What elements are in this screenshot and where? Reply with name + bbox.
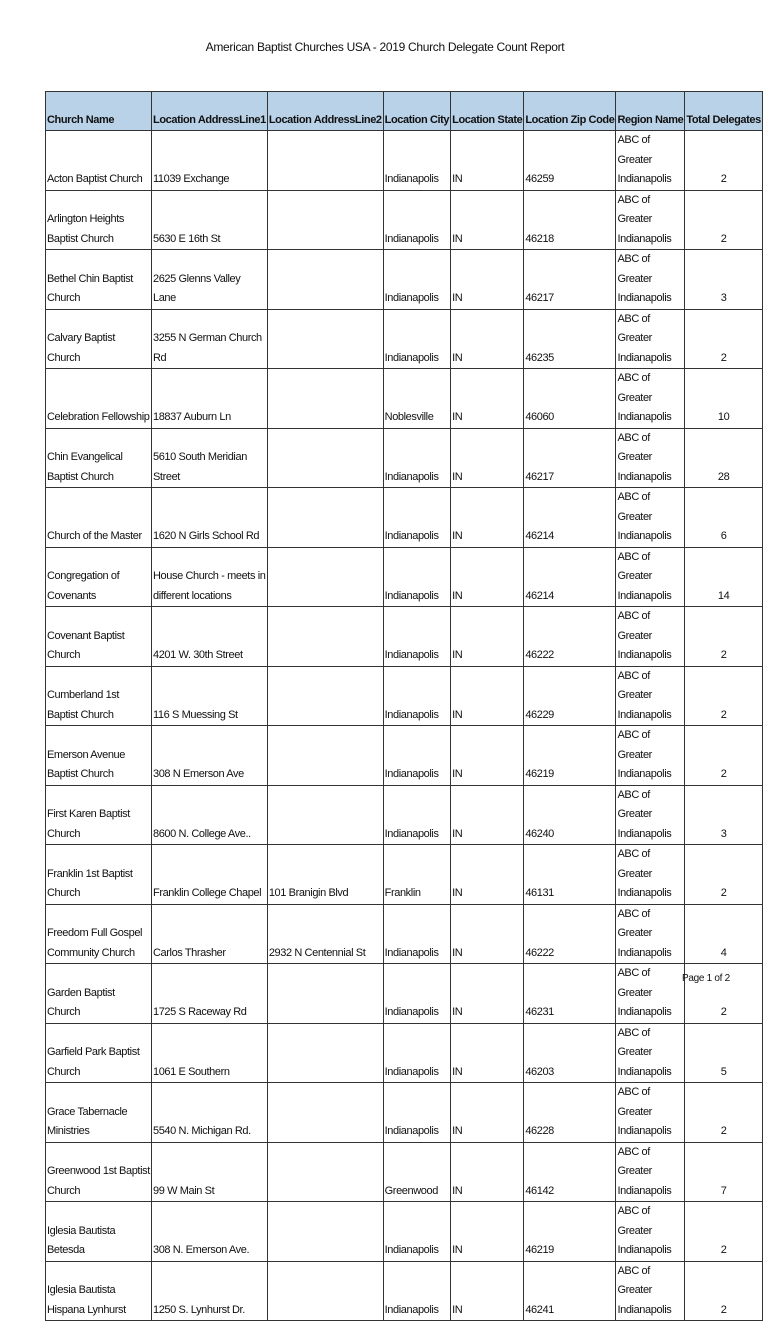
cell-address-line1: House Church - meets in different locations	[152, 547, 268, 607]
cell-address-line1: 18837 Auburn Ln	[152, 369, 268, 429]
cell-address-line2: 2932 N Centennial St	[267, 904, 383, 964]
cell-city: Noblesville	[383, 369, 450, 429]
cell-region-name: ABC of Greater Indianapolis	[616, 964, 685, 1024]
cell-address-line1: 5540 N. Michigan Rd.	[152, 1083, 268, 1143]
cell-address-line2	[267, 607, 383, 667]
cell-city: Indianapolis	[383, 190, 450, 250]
table-row	[46, 964, 763, 1024]
cell-city: Indianapolis	[383, 1202, 450, 1262]
cell-address-line1: 99 W Main St	[152, 1142, 268, 1202]
cell-address-line2	[267, 369, 383, 429]
cell-church-name: Grace Tabernacle Ministries	[46, 1083, 152, 1143]
cell-address-line1: 11039 Exchange	[152, 131, 268, 191]
cell-address-line2	[267, 190, 383, 250]
cell-church-name: Acton Baptist Church	[46, 131, 152, 191]
cell-church-name: Congregation of Covenants	[46, 547, 152, 607]
cell-address-line2	[267, 726, 383, 786]
cell-city: Indianapolis	[383, 607, 450, 667]
cell-church-name: Franklin 1st Baptist Church	[46, 845, 152, 905]
table-row	[46, 785, 763, 845]
cell-address-line2	[267, 250, 383, 310]
column-header-church-name: Church Name	[46, 92, 152, 131]
table-body	[46, 131, 763, 1321]
table-row	[46, 1023, 763, 1083]
cell-total-delegates: 2	[685, 845, 763, 905]
cell-total-delegates: 14	[685, 547, 763, 607]
cell-total-delegates: 2	[685, 726, 763, 786]
cell-state: IN	[451, 369, 524, 429]
cell-region-name: ABC of Greater Indianapolis	[616, 369, 685, 429]
cell-church-name: Arlington Heights Baptist Church	[46, 190, 152, 250]
cell-church-name: Chin Evangelical Baptist Church	[46, 428, 152, 488]
cell-address-line1: 3255 N German Church Rd	[152, 309, 268, 369]
cell-address-line1: 308 N Emerson Ave	[152, 726, 268, 786]
cell-city: Indianapolis	[383, 131, 450, 191]
table-row	[46, 1142, 763, 1202]
column-header-city: Location City	[383, 92, 450, 131]
cell-city: Indianapolis	[383, 488, 450, 548]
cell-address-line2	[267, 964, 383, 1024]
cell-total-delegates: 2	[685, 1083, 763, 1143]
cell-city: Indianapolis	[383, 1261, 450, 1321]
cell-total-delegates: 2	[685, 607, 763, 667]
table-row	[46, 369, 763, 429]
cell-total-delegates: 3	[685, 785, 763, 845]
cell-city: Indianapolis	[383, 785, 450, 845]
cell-church-name: Garfield Park Baptist Church	[46, 1023, 152, 1083]
cell-address-line2	[267, 1142, 383, 1202]
cell-total-delegates: 10	[685, 369, 763, 429]
cell-church-name: Greenwood 1st Baptist Church	[46, 1142, 152, 1202]
cell-state: IN	[451, 190, 524, 250]
column-header-state: Location State	[451, 92, 524, 131]
table-header-row	[46, 92, 763, 131]
cell-zip-code: 46142	[524, 1142, 616, 1202]
table-row	[46, 131, 763, 191]
table-row	[46, 547, 763, 607]
cell-address-line1: 1061 E Southern	[152, 1023, 268, 1083]
cell-church-name: Cumberland 1st Baptist Church	[46, 666, 152, 726]
cell-church-name: Iglesia Bautista Betesda	[46, 1202, 152, 1262]
cell-state: IN	[451, 428, 524, 488]
table-row	[46, 1202, 763, 1262]
cell-address-line2	[267, 666, 383, 726]
cell-city: Indianapolis	[383, 666, 450, 726]
cell-church-name: Garden Baptist Church	[46, 964, 152, 1024]
cell-state: IN	[451, 250, 524, 310]
cell-total-delegates: 2	[685, 1202, 763, 1262]
cell-address-line1: 8600 N. College Ave..	[152, 785, 268, 845]
column-header-address-line2: Location AddressLine2	[267, 92, 383, 131]
cell-address-line1: 1620 N Girls School Rd	[152, 488, 268, 548]
cell-church-name: Covenant Baptist Church	[46, 607, 152, 667]
cell-state: IN	[451, 1202, 524, 1262]
cell-region-name: ABC of Greater Indianapolis	[616, 904, 685, 964]
table-row	[46, 309, 763, 369]
table-row	[46, 726, 763, 786]
cell-state: IN	[451, 131, 524, 191]
cell-address-line1: 5610 South Meridian Street	[152, 428, 268, 488]
cell-address-line2	[267, 1202, 383, 1262]
cell-address-line2	[267, 1023, 383, 1083]
table-row	[46, 1261, 763, 1321]
cell-total-delegates: 5	[685, 1023, 763, 1083]
cell-zip-code: 46231	[524, 964, 616, 1024]
cell-address-line2	[267, 547, 383, 607]
cell-region-name: ABC of Greater Indianapolis	[616, 250, 685, 310]
cell-total-delegates: 6	[685, 488, 763, 548]
cell-address-line1: Franklin College Chapel	[152, 845, 268, 905]
cell-zip-code: 46060	[524, 369, 616, 429]
cell-region-name: ABC of Greater Indianapolis	[616, 1142, 685, 1202]
cell-city: Indianapolis	[383, 309, 450, 369]
cell-total-delegates: 2	[685, 190, 763, 250]
cell-city: Indianapolis	[383, 250, 450, 310]
cell-address-line1: 116 S Muessing St	[152, 666, 268, 726]
cell-city: Indianapolis	[383, 1083, 450, 1143]
cell-region-name: ABC of Greater Indianapolis	[616, 845, 685, 905]
cell-region-name: ABC of Greater Indianapolis	[616, 131, 685, 191]
cell-region-name: ABC of Greater Indianapolis	[616, 1202, 685, 1262]
cell-address-line1: 2625 Glenns Valley Lane	[152, 250, 268, 310]
cell-state: IN	[451, 309, 524, 369]
cell-church-name: Celebration Fellowship	[46, 369, 152, 429]
table-row	[46, 488, 763, 548]
cell-address-line2	[267, 428, 383, 488]
cell-zip-code: 46214	[524, 488, 616, 548]
cell-zip-code: 46217	[524, 428, 616, 488]
column-header-region-name: Region Name	[616, 92, 685, 131]
cell-city: Indianapolis	[383, 964, 450, 1024]
cell-zip-code: 46218	[524, 190, 616, 250]
cell-address-line2	[267, 309, 383, 369]
cell-address-line2	[267, 1083, 383, 1143]
cell-region-name: ABC of Greater Indianapolis	[616, 1083, 685, 1143]
column-header-address-line1: Location AddressLine1	[152, 92, 268, 131]
cell-zip-code: 46219	[524, 1202, 616, 1262]
cell-state: IN	[451, 964, 524, 1024]
cell-address-line1: 4201 W. 30th Street	[152, 607, 268, 667]
cell-region-name: ABC of Greater Indianapolis	[616, 488, 685, 548]
cell-region-name: ABC of Greater Indianapolis	[616, 1023, 685, 1083]
cell-region-name: ABC of Greater Indianapolis	[616, 1261, 685, 1321]
cell-region-name: ABC of Greater Indianapolis	[616, 607, 685, 667]
cell-zip-code: 46222	[524, 607, 616, 667]
table-row	[46, 428, 763, 488]
cell-state: IN	[451, 607, 524, 667]
cell-city: Indianapolis	[383, 547, 450, 607]
cell-address-line1: 308 N. Emerson Ave.	[152, 1202, 268, 1262]
cell-total-delegates: 2	[685, 1261, 763, 1321]
cell-region-name: ABC of Greater Indianapolis	[616, 547, 685, 607]
cell-region-name: ABC of Greater Indianapolis	[616, 428, 685, 488]
cell-region-name: ABC of Greater Indianapolis	[616, 726, 685, 786]
table-row	[46, 250, 763, 310]
cell-region-name: ABC of Greater Indianapolis	[616, 309, 685, 369]
cell-state: IN	[451, 1083, 524, 1143]
cell-city: Indianapolis	[383, 904, 450, 964]
cell-total-delegates: 2	[685, 309, 763, 369]
table-row	[46, 1083, 763, 1143]
cell-state: IN	[451, 845, 524, 905]
column-header-zip-code: Location Zip Code	[524, 92, 616, 131]
cell-zip-code: 46259	[524, 131, 616, 191]
cell-address-line1: Carlos Thrasher	[152, 904, 268, 964]
cell-zip-code: 46240	[524, 785, 616, 845]
cell-city: Indianapolis	[383, 428, 450, 488]
cell-zip-code: 46222	[524, 904, 616, 964]
cell-total-delegates: 28	[685, 428, 763, 488]
cell-church-name: First Karen Baptist Church	[46, 785, 152, 845]
cell-city: Greenwood	[383, 1142, 450, 1202]
table-row	[46, 666, 763, 726]
cell-state: IN	[451, 1023, 524, 1083]
cell-city: Franklin	[383, 845, 450, 905]
cell-zip-code: 46228	[524, 1083, 616, 1143]
table-row	[46, 607, 763, 667]
delegate-count-table	[45, 91, 763, 1321]
cell-church-name: Church of the Master	[46, 488, 152, 548]
cell-zip-code: 46131	[524, 845, 616, 905]
cell-zip-code: 46203	[524, 1023, 616, 1083]
cell-zip-code: 46217	[524, 250, 616, 310]
cell-church-name: Emerson Avenue Baptist Church	[46, 726, 152, 786]
cell-total-delegates: 4	[685, 904, 763, 964]
cell-address-line1: 1250 S. Lynhurst Dr.	[152, 1261, 268, 1321]
cell-state: IN	[451, 666, 524, 726]
cell-zip-code: 46235	[524, 309, 616, 369]
cell-zip-code: 46241	[524, 1261, 616, 1321]
cell-region-name: ABC of Greater Indianapolis	[616, 785, 685, 845]
report-title: American Baptist Churches USA - 2019 Church Delegate Count Report	[205, 40, 565, 54]
cell-total-delegates: 3	[685, 250, 763, 310]
table-row	[46, 845, 763, 905]
cell-church-name: Calvary Baptist Church	[46, 309, 152, 369]
cell-total-delegates: 2	[685, 131, 763, 191]
cell-address-line2	[267, 488, 383, 548]
cell-church-name: Bethel Chin Baptist Church	[46, 250, 152, 310]
cell-address-line2	[267, 131, 383, 191]
cell-address-line2	[267, 1261, 383, 1321]
cell-address-line1: 1725 S Raceway Rd	[152, 964, 268, 1024]
cell-church-name: Freedom Full Gospel Community Church	[46, 904, 152, 964]
cell-church-name: Iglesia Bautista Hispana Lynhurst	[46, 1261, 152, 1321]
cell-zip-code: 46229	[524, 666, 616, 726]
table-row	[46, 904, 763, 964]
cell-state: IN	[451, 726, 524, 786]
cell-total-delegates: 2	[685, 964, 763, 1024]
cell-address-line1: 5630 E 16th St	[152, 190, 268, 250]
cell-city: Indianapolis	[383, 726, 450, 786]
cell-total-delegates: 2	[685, 666, 763, 726]
column-header-total-delegates: Total Delegates	[685, 92, 763, 131]
cell-total-delegates: 7	[685, 1142, 763, 1202]
cell-state: IN	[451, 1142, 524, 1202]
cell-state: IN	[451, 1261, 524, 1321]
cell-state: IN	[451, 488, 524, 548]
page-number: Page 1 of 2	[682, 973, 730, 984]
cell-zip-code: 46214	[524, 547, 616, 607]
cell-region-name: ABC of Greater Indianapolis	[616, 190, 685, 250]
cell-address-line2	[267, 785, 383, 845]
cell-region-name: ABC of Greater Indianapolis	[616, 666, 685, 726]
cell-zip-code: 46219	[524, 726, 616, 786]
cell-state: IN	[451, 785, 524, 845]
cell-state: IN	[451, 904, 524, 964]
cell-city: Indianapolis	[383, 1023, 450, 1083]
cell-state: IN	[451, 547, 524, 607]
cell-address-line2: 101 Branigin Blvd	[267, 845, 383, 905]
table-row	[46, 190, 763, 250]
